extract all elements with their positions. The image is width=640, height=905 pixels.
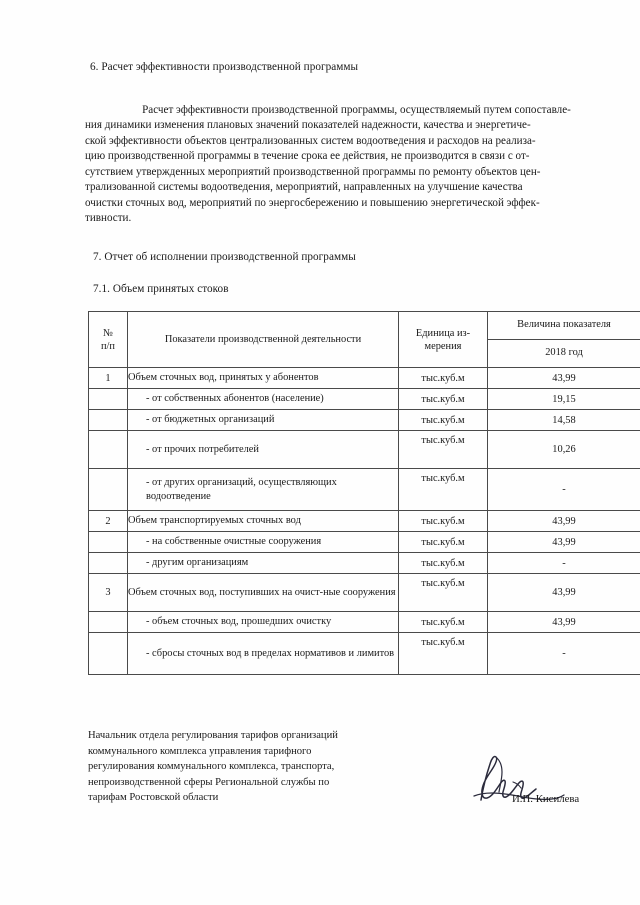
cell-value: -: [488, 633, 640, 675]
cell-unit: тыс.куб.м: [399, 612, 488, 633]
column-header-unit: [399, 312, 488, 368]
paragraph-line: Расчет эффективности производственной программы, осуществляемый путем сопоставле-: [142, 104, 571, 116]
cell-number: [89, 431, 128, 469]
column-header-value-year: 2018 год: [488, 340, 640, 368]
cell-number: 1: [89, 368, 128, 389]
paragraph-line: очистки сточных вод, мероприятий по энергосбережению и повышению энергетической эффек-: [85, 196, 540, 209]
cell-number: [89, 389, 128, 410]
table-row: [89, 633, 640, 675]
cell-unit: тыс.куб.м: [399, 389, 488, 410]
column-header-indicators: Показатели производственной деятельности: [128, 312, 399, 368]
paragraph-line: трализованной системы водоотведения, мероприятий, направленных на улучшение качества: [85, 181, 523, 194]
cell-value: -: [488, 553, 640, 574]
table-header-row: [89, 312, 640, 340]
cell-number: 2: [89, 511, 128, 532]
cell-unit: тыс.куб.м: [399, 469, 488, 511]
signature-title-line: непроизводственной сферы Региональной службы по: [88, 776, 330, 788]
column-header-value-group: Величина показателя: [488, 312, 640, 340]
cell-unit: тыс.куб.м: [399, 633, 488, 675]
signature-title-line: Начальник отдела регулирования тарифов организаций: [88, 730, 338, 741]
cell-unit: тыс.куб.м: [399, 511, 488, 532]
cell-value: 43,99: [488, 532, 640, 553]
cell-unit: тыс.куб.м: [399, 532, 488, 553]
cell-indicator: - сбросы сточных вод в пределах нормативов и лимитов: [128, 633, 399, 675]
section-6-paragraph: [85, 103, 598, 227]
paragraph-line: тивности.: [85, 212, 132, 225]
section-7-heading: 7. Отчет об исполнении производственной программы: [93, 251, 356, 263]
column-header-number: [89, 312, 128, 368]
cell-indicator: - другим организациям: [128, 553, 399, 574]
cell-value: -: [488, 469, 640, 511]
column-header-unit-line2: мерения: [424, 340, 462, 352]
cell-value: 14,58: [488, 410, 640, 431]
cell-indicator: - от прочих потребителей: [128, 431, 399, 469]
cell-indicator: Объем сточных вод, поступивших на очист-ные сооружения: [128, 574, 399, 612]
cell-unit: тыс.куб.м: [399, 574, 488, 612]
section-6-heading: 6. Расчет эффективности производственной программы: [90, 61, 359, 73]
table-row: [89, 431, 640, 469]
table-row: [89, 410, 640, 431]
column-header-unit-line1: Единица из-: [415, 327, 471, 339]
column-header-number-line1: №: [103, 327, 113, 339]
table-row: [89, 612, 640, 633]
cell-indicator: - от бюджетных организаций: [128, 410, 399, 431]
table-row: [89, 574, 640, 612]
cell-indicator: - объем сточных вод, прошедших очистку: [128, 612, 399, 633]
signature-title-line: тарифам Ростовской области: [88, 792, 219, 804]
cell-unit: тыс.куб.м: [399, 431, 488, 469]
cell-value: 19,15: [488, 389, 640, 410]
cell-number: [89, 469, 128, 511]
cell-value: 43,99: [488, 511, 640, 532]
cell-indicator: - от других организаций, осуществляющих водоотведение: [128, 469, 399, 511]
report-table-wrapper: [88, 311, 636, 675]
signature-title-block: [88, 728, 418, 806]
paragraph-line: ния динамики изменения плановых значений показателей надежности, качества и энергетиче-: [85, 119, 531, 132]
cell-number: [89, 612, 128, 633]
table-row: [89, 553, 640, 574]
cell-value: 43,99: [488, 612, 640, 633]
signature-title-line: регулирования коммунального комплекса, транспорта,: [88, 761, 335, 773]
column-header-number-line2: п/п: [100, 340, 115, 352]
table-header: [89, 312, 640, 368]
signature-title-line: коммунального комплекса управления тарифного: [88, 745, 312, 757]
cell-indicator: - на собственные очистные сооружения: [128, 532, 399, 553]
table-body: [89, 368, 640, 675]
signature-name: И.П. Кисилева: [512, 793, 580, 805]
cell-number: [89, 553, 128, 574]
cell-indicator: Объем сточных вод, принятых у абонентов: [128, 368, 399, 389]
cell-value: 43,99: [488, 368, 640, 389]
table-row: [89, 532, 640, 553]
table-row: [89, 511, 640, 532]
report-table: [88, 311, 640, 675]
table-row: [89, 389, 640, 410]
paragraph-line: ской эффективности объектов централизованных систем водоотведения и расходов на реализа-: [85, 134, 536, 147]
cell-number: [89, 410, 128, 431]
cell-number: [89, 633, 128, 675]
cell-number: [89, 532, 128, 553]
paragraph-line: сутствием утвержденных мероприятий производственной программы по ремонту объектов цен-: [85, 165, 541, 178]
cell-value: 43,99: [488, 574, 640, 612]
cell-indicator: - от собственных абонентов (население): [128, 389, 399, 410]
paragraph-line: цию производственной программы в течение срока ее действия, не производится в связи с от-: [85, 150, 530, 163]
cell-value: 10,26: [488, 431, 640, 469]
section-7-1-heading: 7.1. Объем принятых стоков: [93, 283, 229, 295]
cell-unit: тыс.куб.м: [399, 553, 488, 574]
cell-unit: тыс.куб.м: [399, 368, 488, 389]
table-row: [89, 469, 640, 511]
cell-unit: тыс.куб.м: [399, 410, 488, 431]
cell-number: 3: [89, 574, 128, 612]
table-row: [89, 368, 640, 389]
cell-indicator: Объем транспортируемых сточных вод: [128, 511, 399, 532]
